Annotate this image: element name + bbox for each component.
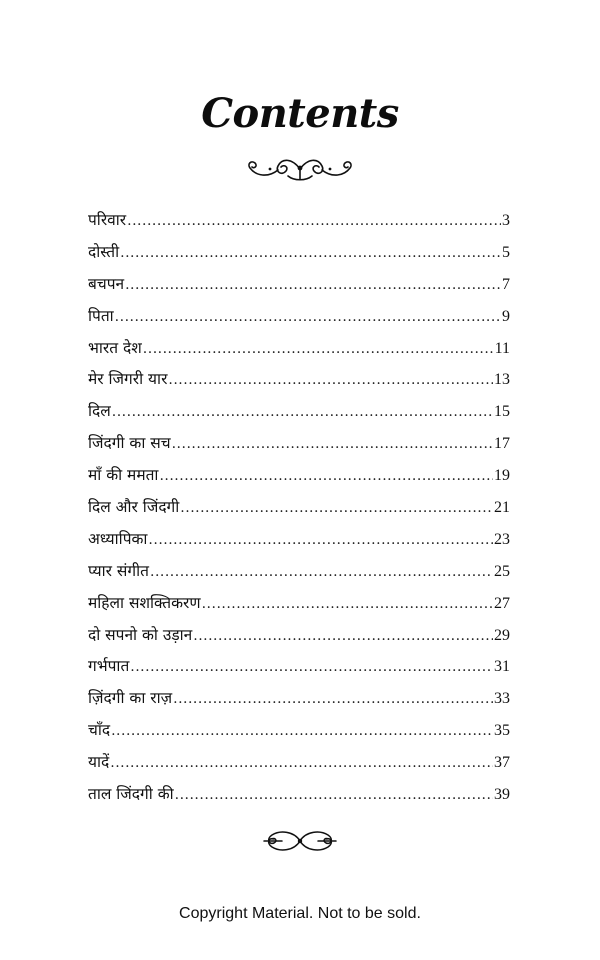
toc-leader-dots xyxy=(143,334,494,366)
toc-entry-title: ज़िंदगी का राज़ xyxy=(88,689,173,708)
toc-entry-title: बचपन xyxy=(88,274,125,293)
toc-leader-dots xyxy=(125,270,501,302)
toc-entry-page: 7 xyxy=(502,275,510,293)
toc-entry-page: 11 xyxy=(494,339,510,357)
toc-leader-dots xyxy=(175,780,493,812)
toc-entry[interactable] xyxy=(88,683,510,715)
toc-leader-dots xyxy=(148,525,493,557)
toc-entry-title: भारत देश xyxy=(88,338,142,357)
toc-entry-page: 27 xyxy=(494,594,510,612)
toc-leader-dots xyxy=(112,397,493,429)
toc-entry-page: 21 xyxy=(494,499,510,517)
table-of-contents xyxy=(88,205,510,811)
toc-entry-title: महिला सशक्तिकरण xyxy=(88,593,201,612)
toc-entry-page: 33 xyxy=(494,690,510,708)
toc-entry-page: 5 xyxy=(502,243,510,261)
toc-entry[interactable] xyxy=(88,237,510,269)
toc-entry[interactable] xyxy=(88,269,510,301)
toc-leader-dots xyxy=(193,621,493,653)
toc-entry[interactable] xyxy=(88,364,510,396)
toc-leader-dots xyxy=(127,206,501,238)
toc-entry-page: 15 xyxy=(494,403,510,421)
toc-entry-title: चाँद xyxy=(88,721,111,740)
toc-leader-dots xyxy=(168,365,493,397)
flourish-divider-icon xyxy=(0,826,600,860)
toc-entry-page: 3 xyxy=(502,212,510,229)
toc-leader-dots xyxy=(130,652,493,684)
toc-entry-page: 23 xyxy=(494,530,510,548)
toc-entry-title: पिता xyxy=(88,306,114,325)
toc-entry-title: प्यार संगीत xyxy=(88,561,149,580)
toc-leader-dots xyxy=(110,748,493,780)
copyright-notice: Copyright Material. Not to be sold. xyxy=(179,905,421,922)
toc-leader-dots xyxy=(115,302,501,334)
toc-leader-dots xyxy=(173,684,493,716)
toc-entry-title: दिल xyxy=(88,402,111,421)
toc-leader-dots xyxy=(150,557,493,589)
toc-entry[interactable] xyxy=(88,301,510,333)
toc-entry-title: गर्भपात xyxy=(88,657,130,676)
toc-entry-title: यादें xyxy=(88,753,110,772)
toc-entry-title: माँ की ममता xyxy=(88,466,159,485)
toc-entry-title: दोस्ती xyxy=(88,242,120,261)
toc-entry-page: 35 xyxy=(494,722,510,740)
toc-leader-dots xyxy=(111,716,493,748)
toc-entry-page: 17 xyxy=(494,435,510,453)
toc-entry[interactable] xyxy=(88,651,510,683)
toc-entry-page: 19 xyxy=(494,467,510,485)
toc-entry[interactable] xyxy=(88,556,510,588)
page-title: Contents xyxy=(201,90,399,137)
toc-entry-page: 13 xyxy=(494,371,510,389)
toc-entry[interactable] xyxy=(88,333,510,365)
toc-entry[interactable] xyxy=(88,588,510,620)
toc-entry-page: 25 xyxy=(494,562,510,580)
toc-entry-page: 31 xyxy=(494,658,510,676)
toc-leader-dots xyxy=(120,238,501,270)
toc-entry-title: दो सपनो को उड़ान xyxy=(88,625,193,644)
toc-entry-title: अध्यापिका xyxy=(88,529,148,548)
toc-entry[interactable] xyxy=(88,620,510,652)
toc-entry-page: 37 xyxy=(494,754,510,772)
toc-leader-dots xyxy=(172,429,493,461)
toc-leader-dots xyxy=(202,589,493,621)
toc-entry[interactable] xyxy=(88,492,510,524)
toc-entry[interactable] xyxy=(88,747,510,779)
toc-entry-page: 9 xyxy=(502,307,510,325)
toc-entry-title: ताल जिंदगी की xyxy=(88,785,174,804)
toc-entry-page: 29 xyxy=(494,626,510,644)
toc-entry[interactable] xyxy=(88,524,510,556)
toc-leader-dots xyxy=(159,461,493,493)
toc-entry-title: जिंदगी का सच xyxy=(88,434,171,453)
toc-entry-page: 39 xyxy=(494,786,510,804)
toc-entry[interactable] xyxy=(88,396,510,428)
flourish-divider-icon xyxy=(0,154,600,188)
toc-entry-title: परिवार xyxy=(88,211,127,229)
toc-leader-dots xyxy=(180,493,493,525)
toc-entry[interactable] xyxy=(88,205,510,237)
toc-entry-title: दिल और जिंदगी xyxy=(88,498,180,517)
toc-entry-title: मेर जिगरी यार xyxy=(88,370,168,389)
toc-entry[interactable] xyxy=(88,715,510,747)
toc-entry[interactable] xyxy=(88,428,510,460)
toc-entry[interactable] xyxy=(88,779,510,811)
toc-entry[interactable] xyxy=(88,460,510,492)
